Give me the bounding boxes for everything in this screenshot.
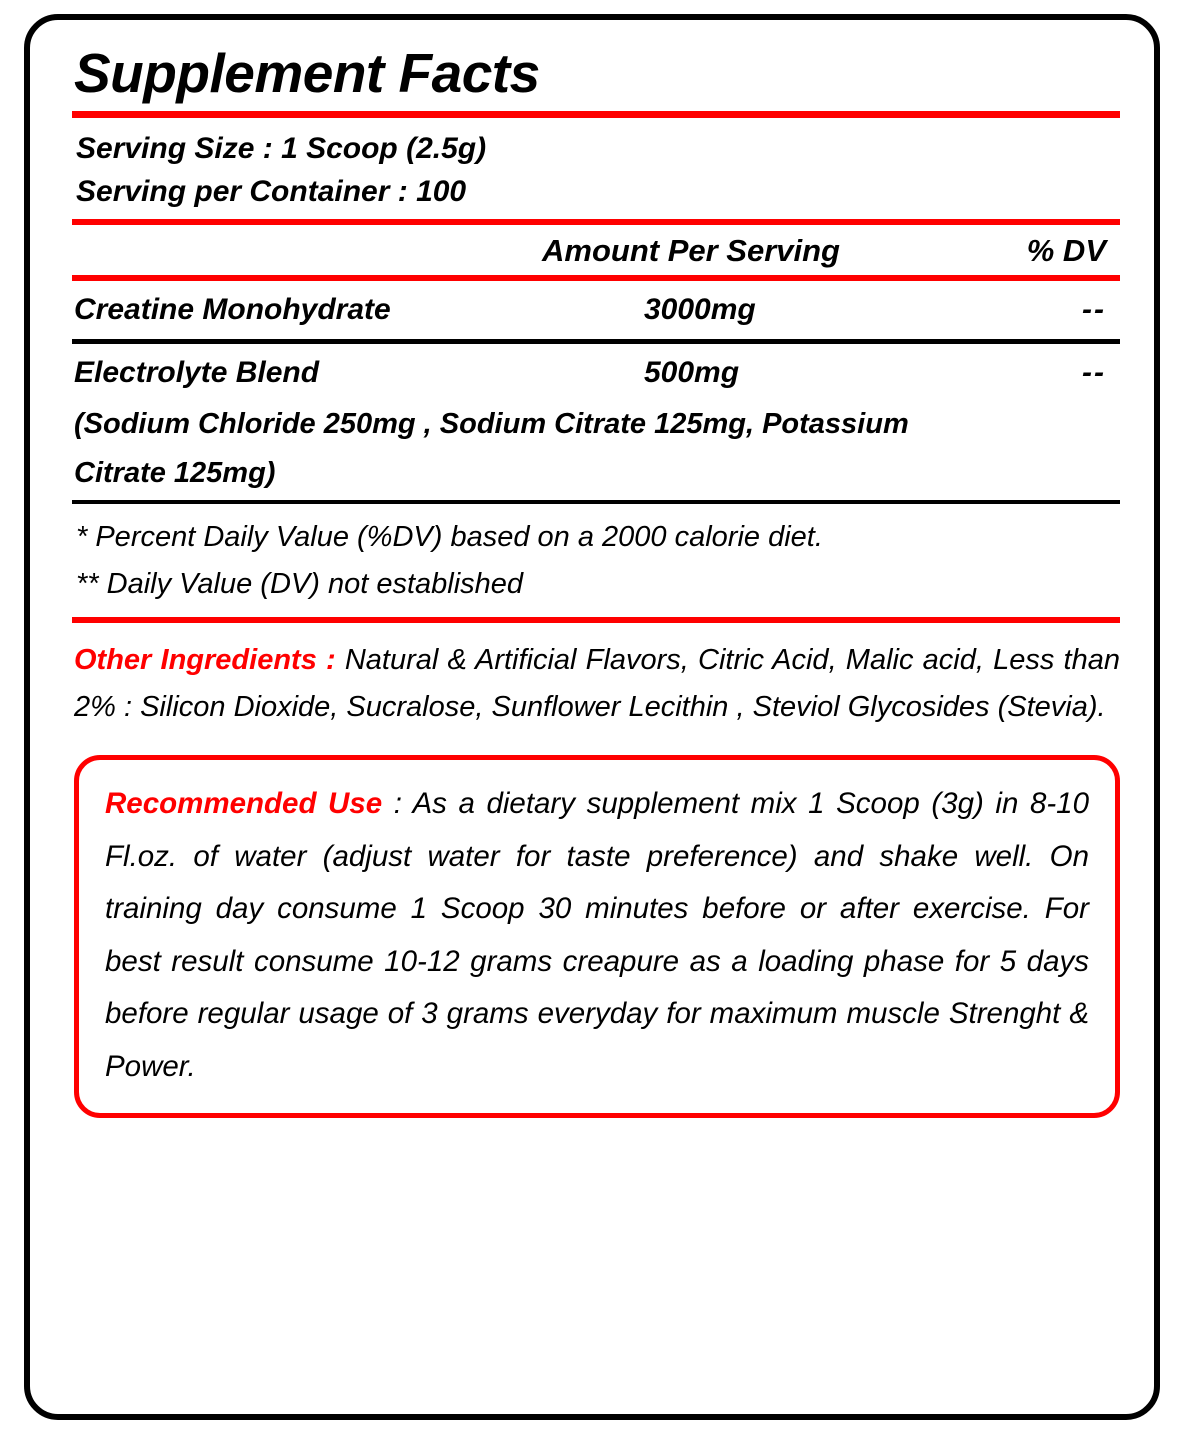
other-ingredients [72, 623, 1120, 739]
supplement-facts-panel [24, 14, 1160, 1420]
recommended-use-label: Recommended Use [105, 787, 383, 821]
nutrient-name: Creatine Monohydrate [74, 293, 391, 327]
nutrient-dv: -- [1082, 293, 1106, 327]
column-headers [72, 225, 1120, 275]
nutrient-amount: 500mg [644, 356, 740, 390]
nutrient-amount: 3000mg [644, 293, 756, 327]
electrolyte-blend-detail-line-1: (Sodium Chloride 250mg , Sodium Citrate 125mg, Potassium [74, 408, 909, 441]
nutrient-row-creatine [72, 281, 1120, 339]
other-ingredients-label: Other Ingredients : [74, 644, 336, 677]
recommended-use-separator: : [382, 787, 413, 821]
page-title: Supplement Facts [74, 42, 540, 104]
footnote-percent-dv: * Percent Daily Value (%DV) based on a 2000 calorie diet. [76, 521, 823, 554]
recommended-use-box [74, 755, 1120, 1118]
electrolyte-blend-detail-line-2: Citrate 125mg) [74, 457, 276, 490]
nutrient-row-electrolyte [72, 344, 1120, 402]
nutrient-dv: -- [1082, 356, 1106, 390]
column-header-dv: % DV [1026, 233, 1106, 269]
divider-red-top [72, 111, 1120, 118]
nutrient-name: Electrolyte Blend [74, 356, 320, 390]
serving-info [72, 118, 1120, 219]
recommended-use-text: As a dietary supplement mix 1 Scoop (3g) in 8-10 Fl.oz. of water (adjust water for taste preference) and shake well. On training day consume 1 Scoop 30 minutes before or after exercise. For best result consume 10-12 grams creapure as a loading phase for 5 days before regular usage of 3 grams everyday for maximum muscle Strenght & Power. [105, 787, 1089, 1083]
servings-per-container-line: Serving per Container : 100 [76, 174, 467, 208]
supplement-facts-content [72, 42, 1120, 1118]
other-ingredients-text: Natural & Artificial Flavors, Citric Acid, Malic acid, Less than 2% : Silicon Dioxide, Sucralose, Sunflower Lecithin , Steviol Glycosides (Stevia). [74, 644, 1120, 724]
footnotes [72, 504, 1120, 617]
column-header-amount: Amount Per Serving [542, 233, 840, 269]
serving-size-line: Serving Size : 1 Scoop (2.5g) [76, 132, 487, 166]
footnote-dv-not-established: ** Daily Value (DV) not established [76, 567, 524, 600]
